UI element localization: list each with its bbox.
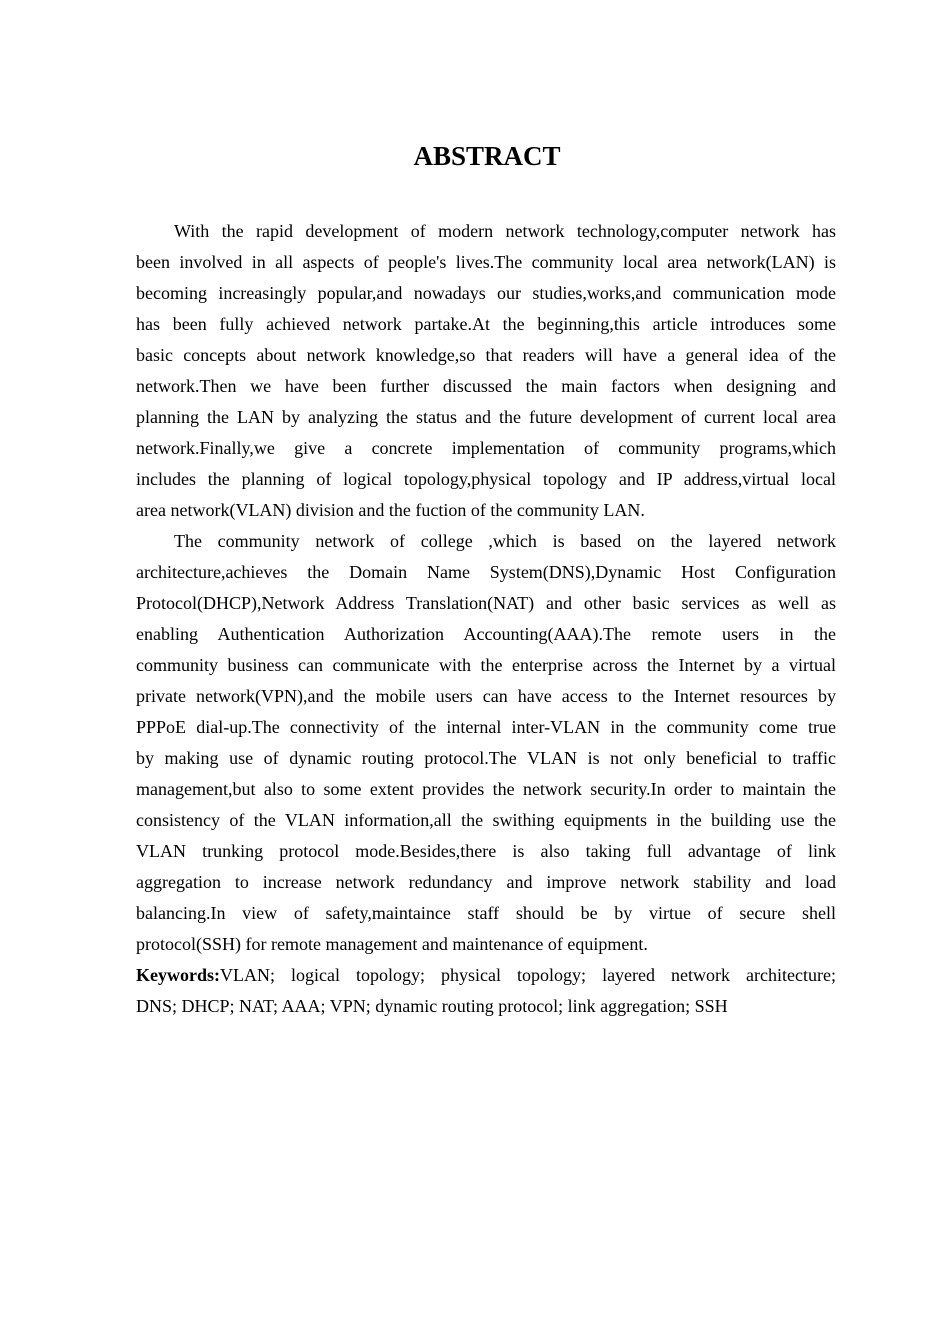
- paragraph-line: network.Then we have been further discussed the main factors when designing and: [136, 376, 836, 396]
- keywords-text: DNS; DHCP; NAT; AAA; VPN; dynamic routing protocol; link aggregation; SSH: [136, 996, 728, 1016]
- paragraph-line: private network(VPN),and the mobile users can have access to the Internet resources by: [136, 686, 836, 706]
- keywords-label: Keywords:: [136, 965, 220, 985]
- paragraph-line: enabling Authentication Authorization Accounting(AAA).The remote users in the: [136, 624, 836, 644]
- keywords-line: [136, 991, 836, 1022]
- keywords-line: [136, 960, 836, 991]
- paragraph-line: basic concepts about network knowledge,so that readers will have a general idea of the: [136, 345, 836, 365]
- paragraph-line: With the rapid development of modern network technology,computer network has: [174, 221, 836, 241]
- paragraph-line: management,but also to some extent provides the network security.In order to maintain the: [136, 779, 836, 799]
- keywords-text: VLAN; logical topology; physical topology; layered network architecture;: [220, 965, 836, 985]
- paragraph-line: aggregation to increase network redundancy and improve network stability and load: [136, 872, 836, 892]
- paragraph-line: balancing.In view of safety,maintaince staff should be by virtue of secure shell: [136, 903, 836, 923]
- paragraph-line: VLAN trunking protocol mode.Besides,there is also taking full advantage of link: [136, 841, 836, 861]
- paragraph-line: The community network of college ,which is based on the layered network: [174, 531, 836, 551]
- abstract-title: ABSTRACT: [413, 141, 561, 171]
- abstract-paragraph: [136, 526, 836, 960]
- paragraph-line: Protocol(DHCP),Network Address Translation(NAT) and other basic services as well as: [136, 593, 836, 613]
- paragraph-line: includes the planning of logical topology,physical topology and IP address,virtual local: [136, 469, 836, 489]
- paragraph-line: been involved in all aspects of people's lives.The community local area network(LAN) is: [136, 252, 836, 272]
- paragraph-line: network.Finally,we give a concrete implementation of community programs,which: [136, 438, 836, 458]
- paragraph-line: consistency of the VLAN information,all the swithing equipments in the building use the: [136, 810, 836, 830]
- paragraph-line: community business can communicate with the enterprise across the Internet by a virtual: [136, 655, 836, 675]
- paragraph-line: architecture,achieves the Domain Name System(DNS),Dynamic Host Configuration: [136, 562, 836, 582]
- keywords-section: [136, 960, 836, 1022]
- paragraph-line: planning the LAN by analyzing the status and the future development of current local area: [136, 407, 836, 427]
- paragraph-line: becoming increasingly popular,and nowadays our studies,works,and communication mode: [136, 283, 836, 303]
- paragraph-line: protocol(SSH) for remote management and maintenance of equipment.: [136, 934, 648, 954]
- paragraph-line: by making use of dynamic routing protocol.The VLAN is not only beneficial to traffic: [136, 748, 836, 768]
- paragraph-line: PPPoE dial-up.The connectivity of the internal inter-VLAN in the community come true: [136, 717, 836, 737]
- abstract-body: [136, 216, 836, 1022]
- paragraph-line: area network(VLAN) division and the fuction of the community LAN.: [136, 500, 645, 520]
- paragraph-line: has been fully achieved network partake.At the beginning,this article introduces some: [136, 314, 836, 334]
- abstract-paragraph: [136, 216, 836, 526]
